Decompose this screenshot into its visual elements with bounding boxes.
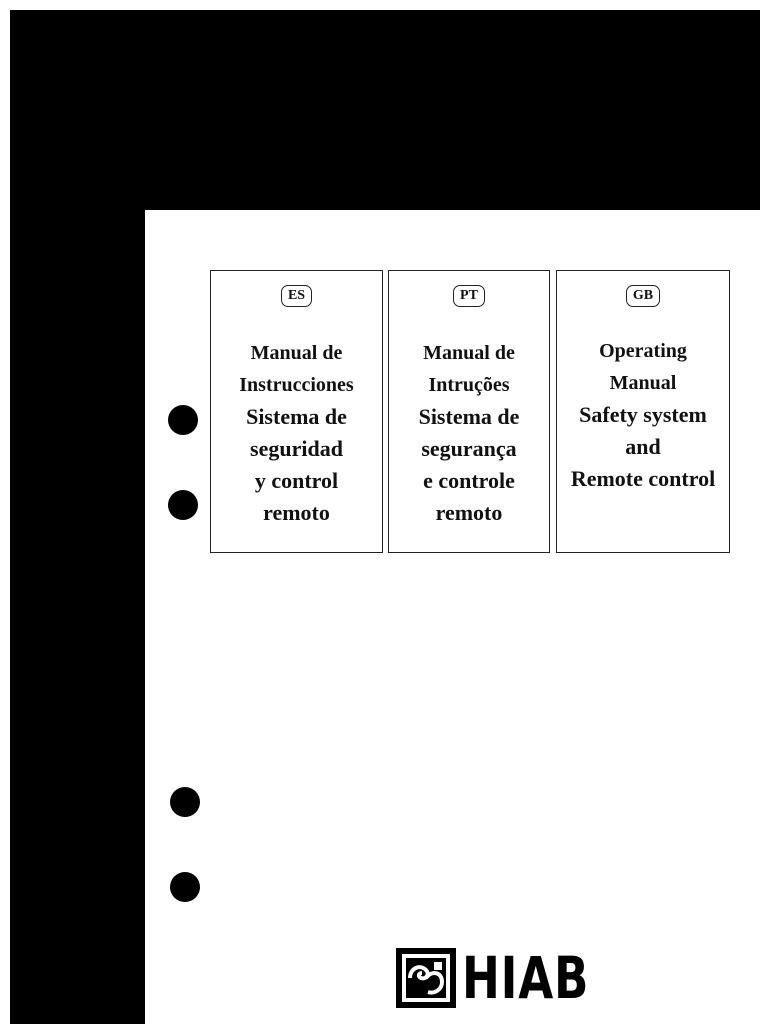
language-code-badge: ES — [281, 285, 312, 307]
title-line: Instrucciones — [239, 374, 354, 396]
title-line: Sistema de — [418, 404, 520, 429]
title-line: Manual de — [423, 342, 515, 364]
scanner-background-left — [10, 10, 145, 1024]
title-line: Intruções — [428, 374, 510, 396]
title-line: Manual de — [250, 342, 343, 364]
punch-hole — [168, 405, 198, 435]
hiab-logo-text: HIAB — [462, 944, 590, 1012]
title-line: Sistema de — [246, 404, 347, 429]
manual-title — [389, 337, 549, 529]
punch-hole — [170, 787, 200, 817]
title-line: Remote control — [570, 466, 716, 491]
manual-title — [211, 337, 382, 529]
title-line: and — [625, 434, 661, 459]
title-line: seguridad — [250, 436, 343, 461]
hiab-logo-icon — [396, 948, 456, 1008]
manual-box-pt — [388, 270, 550, 553]
title-line: segurança — [421, 436, 517, 461]
language-code-badge: PT — [453, 285, 485, 307]
manual-box-es — [210, 270, 383, 553]
punch-hole — [170, 872, 200, 902]
title-line: Operating — [599, 340, 687, 362]
title-line: e controle — [423, 468, 515, 493]
title-line: Manual — [609, 372, 677, 394]
hiab-logo — [396, 946, 625, 1010]
manual-box-gb — [556, 270, 730, 553]
title-line: remoto — [263, 500, 330, 525]
title-line: remoto — [435, 500, 503, 525]
manual-title — [557, 335, 729, 495]
title-line: y control — [254, 468, 339, 493]
language-code-badge: GB — [626, 285, 660, 307]
title-line: Safety system — [579, 402, 707, 427]
punch-hole — [168, 490, 198, 520]
